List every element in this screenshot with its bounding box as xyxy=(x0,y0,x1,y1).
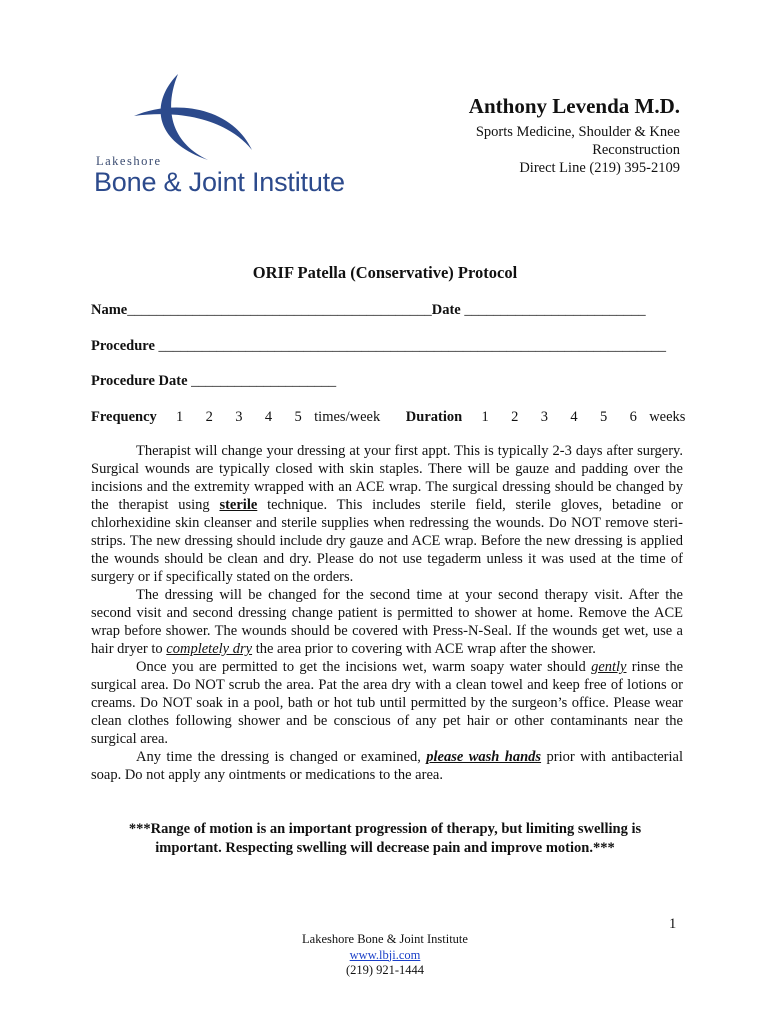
emphasis-wash-hands: please wash hands xyxy=(426,749,542,765)
frequency-option[interactable]: 2 xyxy=(205,409,213,425)
procedure-date-label: Procedure Date xyxy=(91,373,188,389)
date-field[interactable]: _________________________ xyxy=(464,302,646,318)
name-field[interactable]: __________________________________________ xyxy=(127,302,432,318)
duration-option[interactable]: 3 xyxy=(540,409,548,425)
logo-small-text: Lakeshore xyxy=(96,154,162,168)
paragraph-wash-hands: Any time the dressing is changed or examined, please wash hands prior with antibacterial soap. Do not apply any ointments or medications to the area. xyxy=(91,749,683,783)
procedure-row xyxy=(91,338,666,355)
doctor-specialty-2: Reconstruction xyxy=(592,142,680,158)
duration-option[interactable]: 1 xyxy=(481,409,489,425)
doctor-specialty: Sports Medicine, Shoulder & Knee xyxy=(475,124,680,140)
footer xyxy=(0,932,770,979)
emphasis-completely-dry: completely dry xyxy=(166,641,253,657)
duration-option[interactable]: 5 xyxy=(599,409,608,425)
paragraph-incisions-wet: Once you are permitted to get the incisions wet, warm soapy water should gently rinse the surgical area. Do NOT scrub the area. Pat the area dry with a clean towel and keep free of lotions or creams. Do NOT soak in a pool, bath or hot tub until permitted by the surgeon’s office. Please wear clean clothes following shower and be conscious of any pet hair or other contaminants near the surgical area. xyxy=(91,659,684,747)
procedure-date-field[interactable]: ____________________ xyxy=(191,373,337,389)
procedure-field[interactable]: ______________________________________________________________________ xyxy=(158,338,667,354)
name-date-row xyxy=(91,302,646,319)
emphasis-gently: gently xyxy=(591,659,627,675)
swelling-note: ***Range of motion is an important progression of therapy, but limiting swelling is important. Respecting swelling will decrease pain and improve motion.*** xyxy=(128,821,642,856)
footer-phone: (219) 921-1444 xyxy=(345,963,425,977)
frequency-duration-row xyxy=(91,409,685,426)
frequency-option[interactable]: 1 xyxy=(176,409,184,425)
frequency-option[interactable]: 5 xyxy=(294,409,302,425)
procedure-label: Procedure xyxy=(91,338,155,354)
doctor-header xyxy=(469,94,680,177)
emphasis-sterile: sterile xyxy=(219,497,258,513)
paragraph-dressing-second: The dressing will be changed for the second time at your second therapy visit. After the second visit and second dressing change patient is permitted to shower at home. Remove the ACE wrap before shower. The wounds should be covered with Press-N-Seal. If the wounds get wet, use a hair dryer to completely dry the area prior to covering with ACE wrap after the shower. xyxy=(91,587,683,657)
footer-website-link[interactable]: www.lbji.com xyxy=(349,947,421,962)
doctor-name: Anthony Levenda M.D. xyxy=(468,94,680,118)
name-label: Name xyxy=(91,302,128,318)
document-title: ORIF Patella (Conservative) Protocol xyxy=(252,263,518,282)
duration-option[interactable]: 6 xyxy=(629,409,637,425)
logo-big-text: Bone & Joint Institute xyxy=(94,167,345,197)
duration-label: Duration xyxy=(405,409,463,425)
frequency-unit: times/week xyxy=(314,409,381,425)
paragraph-dressing-first: Therapist will change your dressing at your first appt. This is typically 2-3 days after surgery. Surgical wounds are typically closed with skin staples. There will be gauze and padding over the incisions and the extremity wrapped with an ACE wrap. The surgical dressing should be changed by the therapist using sterile technique. This includes sterile field, sterile gloves, betadine or chlorhexidine skin cleanser and sterile supplies when redressing the wounds. Do NOT remove steri-strips. The new dressing should include dry gauze and ACE wrap. Before the new dressing is applied the wounds should be clean and dry. Please do not use tegaderm unless it was used at the time of surgery or if specifically stated on the orders. xyxy=(91,443,683,585)
frequency-option[interactable]: 3 xyxy=(235,409,243,425)
frequency-label: Frequency xyxy=(91,409,157,425)
doctor-phone: Direct Line (219) 395-2109 xyxy=(519,160,680,176)
procedure-date-row xyxy=(91,373,336,390)
institute-logo xyxy=(94,70,374,200)
page-number: 1 xyxy=(669,916,677,932)
duration-option[interactable]: 4 xyxy=(570,409,578,425)
instructions-body xyxy=(91,442,683,784)
frequency-option[interactable]: 4 xyxy=(264,409,273,425)
date-label: Date xyxy=(431,302,461,318)
duration-unit: weeks xyxy=(649,409,686,425)
duration-option[interactable]: 2 xyxy=(511,409,519,425)
footer-org: Lakeshore Bone & Joint Institute xyxy=(302,932,468,946)
